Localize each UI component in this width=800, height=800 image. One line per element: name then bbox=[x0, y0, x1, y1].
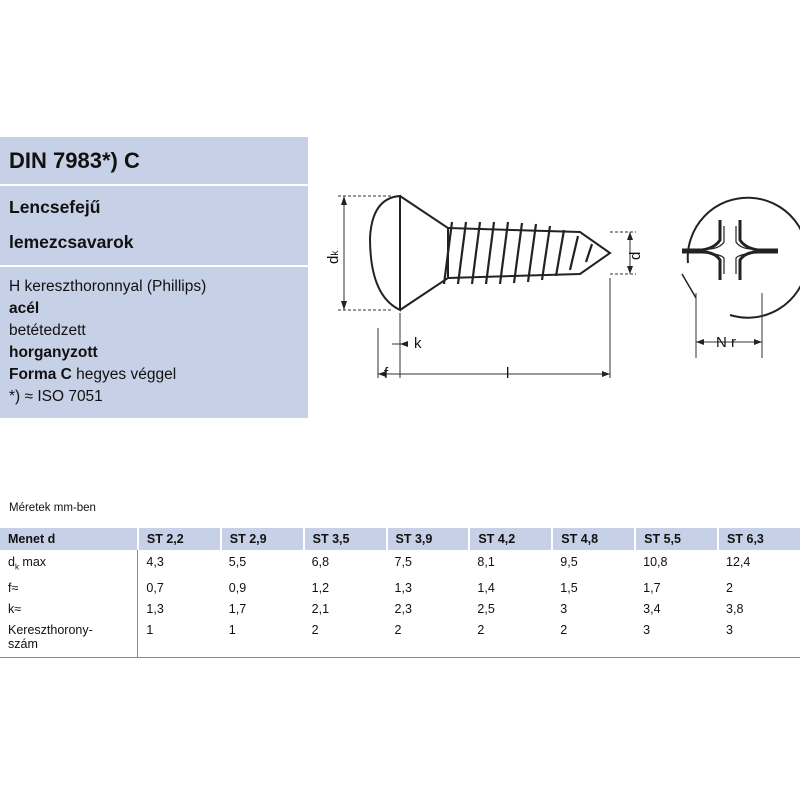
info-hardening: betétedzett bbox=[9, 322, 86, 339]
header-col: ST 6,3 bbox=[718, 528, 800, 550]
product-title: DIN 7983*) C bbox=[0, 137, 308, 184]
table-cell: 1,7 bbox=[228, 601, 247, 616]
label-l: l bbox=[506, 365, 510, 382]
label-k: k bbox=[414, 335, 422, 352]
table-cell: 2 bbox=[469, 620, 552, 658]
table-cell: 3,4 bbox=[643, 601, 661, 616]
row-label-dk: $d_k$ max bbox=[0, 550, 138, 578]
table-cell: 1,3 bbox=[394, 580, 412, 595]
info-form-bold: Forma C bbox=[9, 366, 72, 383]
table-cell: 12,4 bbox=[726, 555, 751, 569]
table-row bbox=[0, 620, 800, 658]
header-menet: Menet d bbox=[0, 528, 138, 550]
header-col: ST 3,5 bbox=[304, 528, 387, 550]
header-col: ST 4,8 bbox=[552, 528, 635, 550]
table-cell: 2 bbox=[387, 620, 470, 658]
header-col: ST 2,9 bbox=[221, 528, 304, 550]
table-cell: 1,7 bbox=[643, 580, 661, 595]
table-cell: 1 bbox=[138, 620, 221, 658]
row-label-kereszthorony: Kereszthorony- szám bbox=[0, 620, 138, 658]
row-label-f: f≈ bbox=[0, 578, 138, 599]
info-form-rest: hegyes véggel bbox=[71, 366, 177, 383]
table-cell: 10,8 bbox=[643, 555, 668, 569]
table-row bbox=[0, 599, 800, 620]
table-cell: 3 bbox=[635, 620, 718, 658]
header-col: ST 4,2 bbox=[469, 528, 552, 550]
label-dk: dk bbox=[325, 250, 342, 264]
phillips-cross-icon bbox=[682, 220, 778, 280]
table-cell: 1,2 bbox=[311, 580, 330, 595]
label-nr: N r bbox=[716, 334, 736, 351]
label-f: f bbox=[384, 365, 389, 382]
dimensions-table bbox=[0, 528, 800, 658]
table-cell: 2,5 bbox=[477, 601, 495, 616]
product-info bbox=[0, 267, 308, 418]
header-col: ST 2,2 bbox=[138, 528, 221, 550]
row-label-k: k≈ bbox=[0, 599, 138, 620]
header-col: ST 3,9 bbox=[387, 528, 470, 550]
table-cell: 3,8 bbox=[726, 601, 744, 616]
table-cell: 3 bbox=[718, 620, 800, 658]
table-row bbox=[0, 578, 800, 599]
info-form bbox=[9, 364, 308, 386]
table-cell: 7,5 bbox=[394, 555, 412, 569]
table-cell: 8,1 bbox=[477, 555, 495, 569]
table-cell: 2,3 bbox=[394, 601, 412, 616]
table-cell: 2,1 bbox=[311, 601, 330, 616]
info-material: acél bbox=[9, 300, 40, 317]
table-row bbox=[0, 550, 800, 578]
screw-countersink bbox=[400, 196, 448, 310]
table-cell: 1,4 bbox=[477, 580, 495, 595]
label-d: d bbox=[627, 251, 644, 260]
info-iso: *) ≈ ISO 7051 bbox=[9, 388, 103, 405]
screw-head bbox=[370, 196, 400, 310]
info-drive: H kereszthoronnyal (Phillips) bbox=[9, 278, 207, 295]
product-subtitle bbox=[0, 186, 308, 265]
table-cell: 2 bbox=[726, 580, 733, 595]
units-note: Méretek mm-ben bbox=[9, 502, 96, 514]
subtitle-line-1: Lencsefejű bbox=[9, 197, 101, 217]
table-cell: 1,3 bbox=[146, 601, 164, 616]
table-cell: 2 bbox=[552, 620, 635, 658]
screw-drawing bbox=[325, 178, 790, 388]
table-header-row bbox=[0, 528, 800, 550]
table-cell: 2 bbox=[304, 620, 387, 658]
table-cell: 1,5 bbox=[560, 580, 578, 595]
table-cell: 0,9 bbox=[228, 580, 247, 595]
table-cell: 3 bbox=[560, 601, 568, 616]
table-cell: 9,5 bbox=[560, 555, 578, 569]
table-cell: 5,5 bbox=[228, 555, 247, 569]
subtitle-line-2: lemezcsavarok bbox=[9, 232, 134, 252]
table-cell: 6,8 bbox=[311, 555, 330, 569]
info-finish: horganyzott bbox=[9, 344, 98, 361]
head-top-view bbox=[682, 198, 800, 358]
table-cell: 1 bbox=[221, 620, 304, 658]
header-col: ST 5,5 bbox=[635, 528, 718, 550]
table-cell: 0,7 bbox=[146, 580, 164, 595]
table-cell: 4,3 bbox=[146, 555, 164, 569]
